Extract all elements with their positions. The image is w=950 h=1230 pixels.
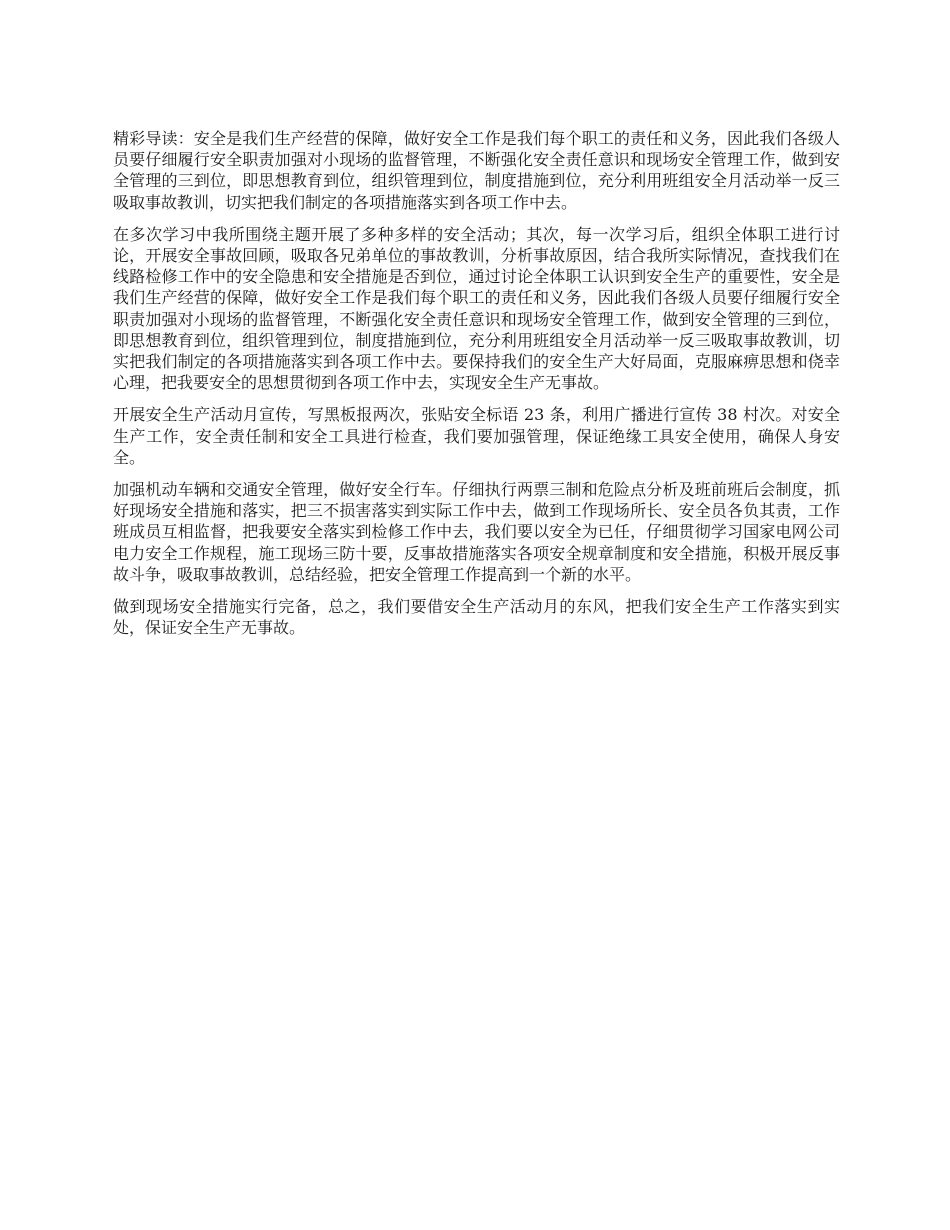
paragraph-conclusion: 做到现场安全措施实行完备，总之，我们要借安全生产活动月的东风，把我们安全生产工作落实到实处，保证安全生产无事故。 [113,597,840,638]
paragraph-traffic-safety: 加强机动车辆和交通安全管理，做好安全行车。仔细执行两票三制和危险点分析及班前班后会制度，抓好现场安全措施和落实，把三不损害落实到实际工作中去，做到工作现场所长、安全员各负其责，工作班成员互相监督，把我要安全落实到检修工作中去，我们要以安全为已任，仔细贯彻学习国家电网公司电力安全工作规程，施工现场三防十要，反事故措施落实各项安全规章制度和安全措施，积极开展反事故斗争，吸取事故教训，总结经验，把安全管理工作提高到一个新的水平。 [113,480,840,584]
paragraph-publicity: 开展安全生产活动月宣传，写黑板报两次，张贴安全标语 23 条，利用广播进行宣传 38 村次。对安全生产工作，安全责任制和安全工具进行检查，我们要加强管理，保证绝缘工具安全使用，确保人身安全。 [113,405,840,467]
document-body [113,128,840,649]
paragraph-study-activities: 在多次学习中我所围绕主题开展了多种多样的安全活动；其次，每一次学习后，组织全体职工进行讨论，开展安全事故回顾，吸取各兄弟单位的事故教训，分析事故原因，结合我所实际情况，查找我们在线路检修工作中的安全隐患和安全措施是否到位，通过讨论全体职工认识到安全生产的重要性，安全是我们生产经营的保障，做好安全工作是我们每个职工的责任和义务，因此我们各级人员要仔细履行安全职责加强对小现场的监督管理，不断强化安全责任意识和现场安全管理工作，做到安全管理的三到位，即思想教育到位，组织管理到位，制度措施到位，充分利用班组安全月活动举一反三吸取事故教训，切实把我们制定的各项措施落实到各项工作中去。要保持我们的安全生产大好局面，克服麻痹思想和侥幸心理，把我要安全的思想贯彻到各项工作中去，实现安全生产无事故。 [113,224,840,393]
paragraph-intro: 精彩导读：安全是我们生产经营的保障，做好安全工作是我们每个职工的责任和义务，因此我们各级人员要仔细履行安全职责加强对小现场的监督管理，不断强化安全责任意识和现场安全管理工作，做到安全管理的三到位，即思想教育到位，组织管理到位，制度措施到位，充分利用班组安全月活动举一反三吸取事故教训，切实把我们制定的各项措施落实到各项工作中去。 [113,129,840,212]
